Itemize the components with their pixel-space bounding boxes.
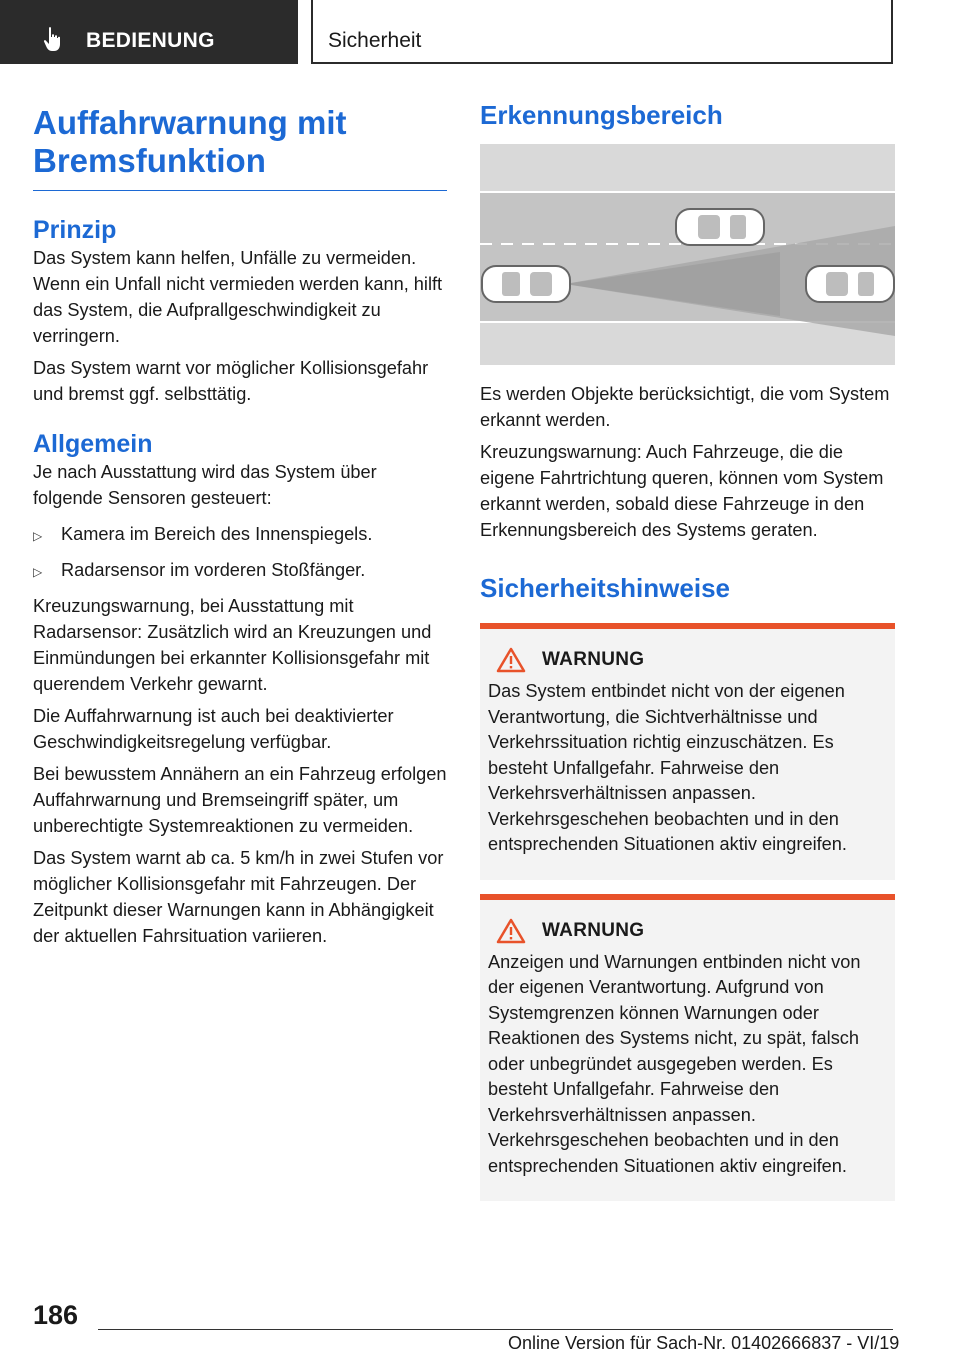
list-item-text: Radarsensor im vorderen Stoßfänger. xyxy=(61,560,366,580)
warning-title: WARNUNG xyxy=(542,649,645,670)
warning-header xyxy=(488,647,887,673)
list-item xyxy=(33,521,447,549)
chapter-tab xyxy=(0,0,298,64)
footer-rule xyxy=(98,1329,893,1330)
paragraph: Kreuzungswarnung, bei Ausstattung mit Radarsensor: Zusätzlich wird an Kreuzungen und Einmündungen bei erkannter Kollisionsgefahr mit querendem Verkehr gewarnt. xyxy=(33,596,432,694)
warning-triangle-icon xyxy=(496,647,526,673)
warning-text: Anzeigen und Warnungen entbinden nicht von der eigenen Verantwortung. Aufgrund von Systemgrenzen können Warnungen oder Reaktionen des Systems nicht, zu spät, falsch oder unbegründet ausgegeben werden. Es besteht Unfallgefahr. Fahrweise den Verkehrsverhältnissen anpassen. Verkehrsgeschehen beobachten und in den entsprechenden Situationen aktiv eingreifen. xyxy=(488,951,861,1176)
paragraph: Das System warnt ab ca. 5 km/h in zwei Stufen vor möglicher Kollisionsgefahr mit Fahrzeugen. Der Zeitpunkt dieser Warnungen kann in Abhängigkeit der aktuellen Fahrsituation variieren. xyxy=(33,848,444,946)
left-column xyxy=(33,104,447,955)
triangle-bullet-icon: ▷ xyxy=(33,529,43,543)
chapter-label: BEDIENUNG xyxy=(86,29,215,52)
warning-triangle-icon xyxy=(496,918,526,944)
paragraph: Je nach Ausstattung wird das System über folgende Sensoren gesteuert: xyxy=(33,462,377,508)
paragraph: Bei bewusstem Annähern an ein Fahrzeug erfolgen Auffahrwarnung und Bremseingriff später, um unberechtigte Systemreaktionen zu vermeiden. xyxy=(33,764,447,836)
page-title: Auffahrwarnung mit Bremsfunktion xyxy=(33,104,447,191)
detection-range-illustration xyxy=(480,144,895,365)
paragraph: Kreuzungswarnung: Auch Fahrzeuge, die die eigene Fahrtrichtung queren, können vom System erkannt werden, sobald diese Fahrzeuge in den Erkennungsbereich des Systems geraten. xyxy=(480,442,884,540)
heading-erkennungsbereich: Erkennungsbereich xyxy=(480,100,723,130)
heading-allgemein: Allgemein xyxy=(33,430,153,458)
paragraph: Das System kann helfen, Unfälle zu vermeiden. Wenn ein Unfall nicht vermieden werden kann, hilft das System, die Aufprallgeschwindigkeit zu verringern. xyxy=(33,248,443,346)
triangle-bullet-icon: ▷ xyxy=(33,565,43,579)
own-vehicle xyxy=(482,266,570,302)
page-number: 186 xyxy=(33,1300,79,1330)
warning-header xyxy=(488,918,887,944)
vehicle-ahead-left-lane xyxy=(676,209,764,245)
warning-box xyxy=(480,894,895,1202)
section-header xyxy=(311,0,893,64)
hand-pointer-icon xyxy=(42,26,66,52)
heading-sicherheitshinweise: Sicherheitshinweise xyxy=(480,573,730,603)
heading-prinzip: Prinzip xyxy=(33,216,117,244)
list-item xyxy=(33,557,447,585)
warning-box xyxy=(480,623,895,880)
paragraph: Das System warnt vor möglicher Kollisionsgefahr und bremst ggf. selbsttätig. xyxy=(33,358,429,404)
list-item-text: Kamera im Bereich des Innenspiegels. xyxy=(61,524,373,544)
vehicle-ahead-same-lane xyxy=(806,266,894,302)
paragraph: Die Auffahrwarnung ist auch bei deaktivierter Geschwindigkeitsregelung verfügbar. xyxy=(33,706,394,752)
footer-online-version: Online Version für Sach-Nr. 01402666837 - VI/19 xyxy=(508,1333,900,1353)
warning-text: Das System entbindet nicht von der eigenen Verantwortung, die Sichtverhältnisse und Verkehrssituation richtig einzuschätzen. Es besteht Unfallgefahr. Fahrweise den Verkehrsverhältnissen anpassen. Verkehrsgeschehen beobachten und in den entsprechenden Situationen aktiv eingreifen. xyxy=(488,681,847,854)
section-label: Sicherheit xyxy=(328,29,422,52)
right-column xyxy=(480,100,895,1201)
paragraph: Es werden Objekte berücksichtigt, die vom System erkannt werden. xyxy=(480,384,890,430)
warning-title: WARNUNG xyxy=(542,919,645,941)
